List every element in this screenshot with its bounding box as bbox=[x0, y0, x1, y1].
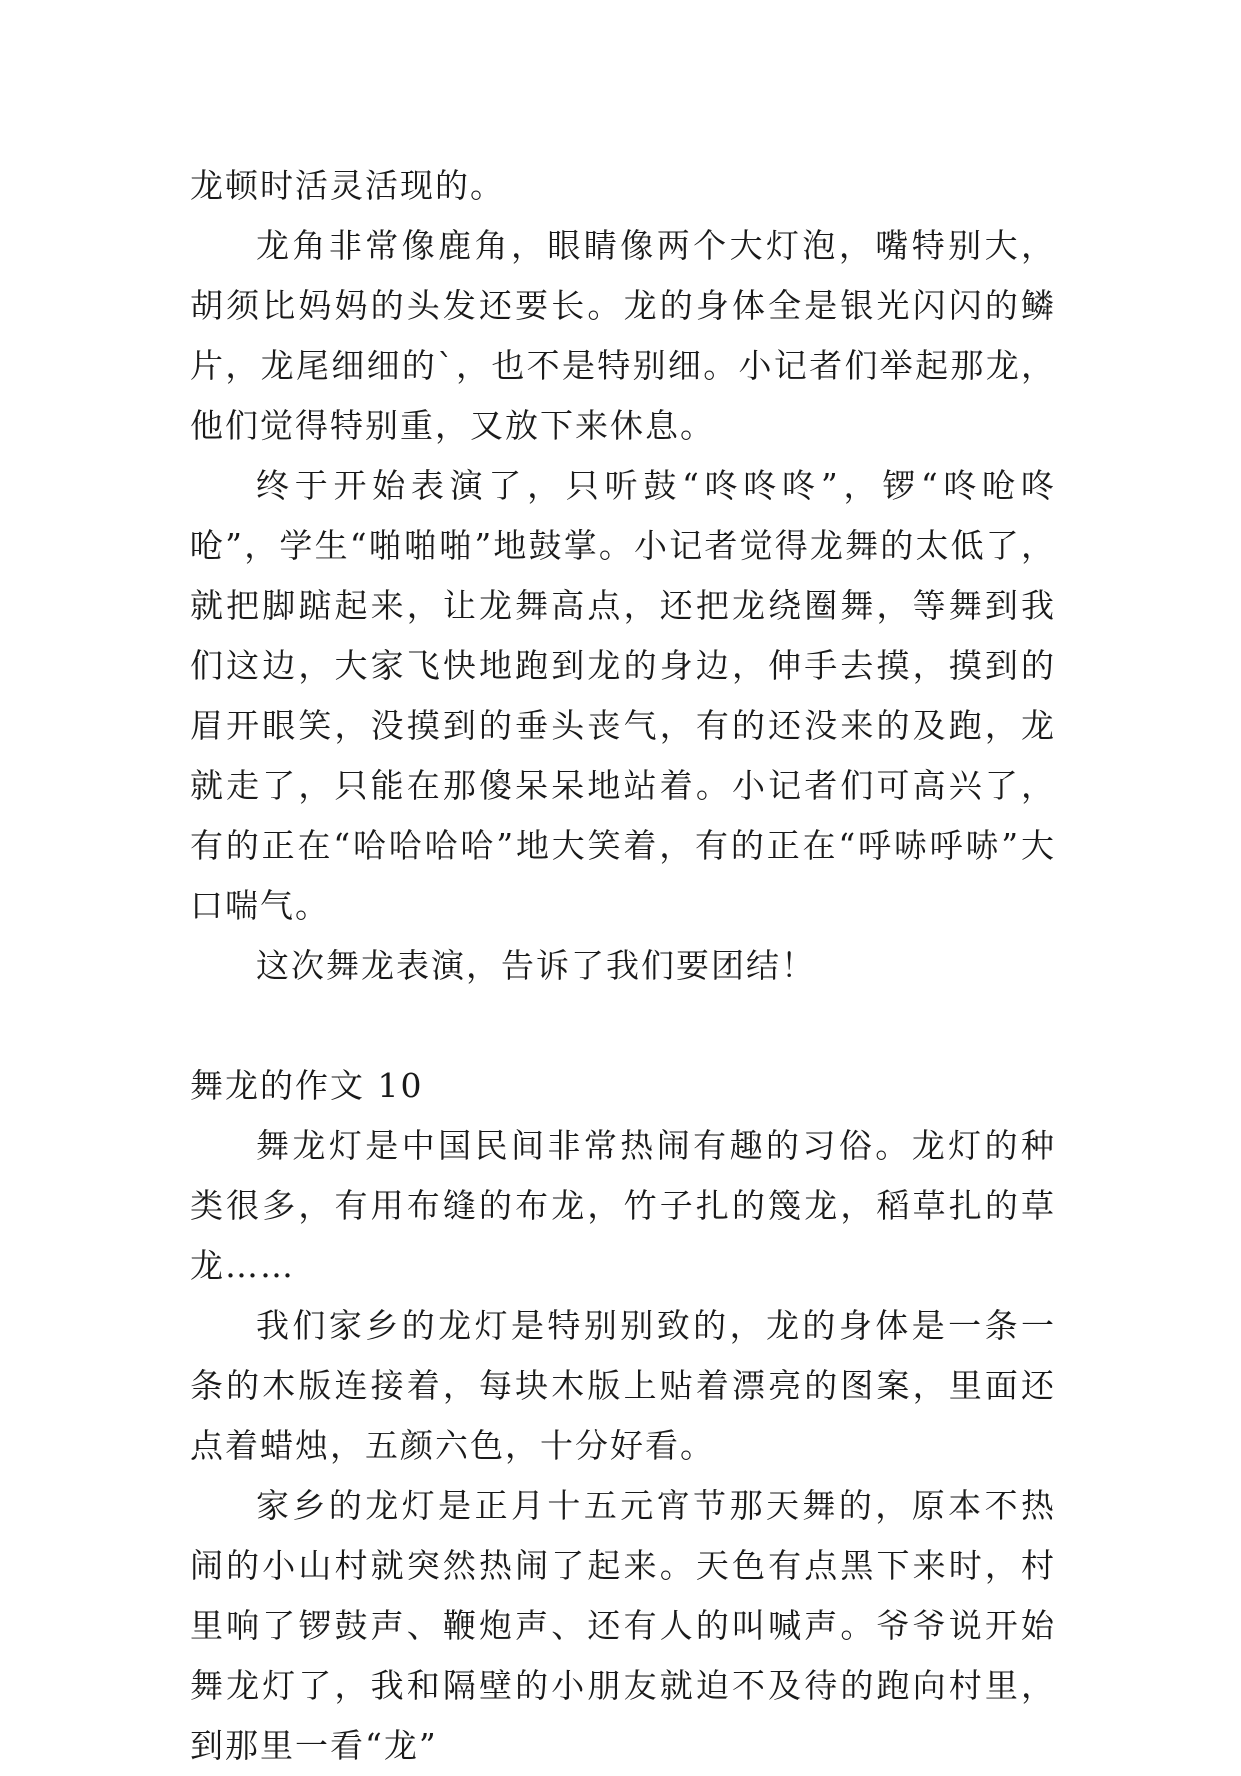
paragraph-dragon-appearance: 龙角非常像鹿角，眼睛像两个大灯泡，嘴特别大，胡须比妈妈的头发还要长。龙的身体全是银光闪闪的鳞片，龙尾细细的`，也不是特别细。小记者们举起那龙，他们觉得特别重，又放下来休息。 bbox=[190, 226, 1056, 445]
paragraph-continuation: 龙顿时活灵活现的。 bbox=[190, 166, 505, 205]
paragraph-hometown-lantern: 我们家乡的龙灯是特别别致的，龙的身体是一条一条的木版连接着，每块木版上贴着漂亮的图案，里面还点着蜡烛，五颜六色，十分好看。 bbox=[190, 1306, 1056, 1465]
text-column bbox=[190, 156, 1056, 1776]
paragraph-lantern-festival: 家乡的龙灯是正月十五元宵节那天舞的，原本不热闹的小山村就突然热闹了起来。天色有点黑下来时，村里响了锣鼓声、鞭炮声、还有人的叫喊声。爷爷说开始舞龙灯了，我和隔壁的小朋友就迫不及待的跑向村里，到那里一看“龙” bbox=[190, 1486, 1056, 1765]
essay-heading: 舞龙的作文 10 bbox=[190, 1066, 424, 1105]
paragraph-dragon-lantern-intro: 舞龙灯是中国民间非常热闹有趣的习俗。龙灯的种类很多，有用布缝的布龙，竹子扎的篾龙，稻草扎的草龙…… bbox=[190, 1126, 1056, 1285]
section-gap bbox=[190, 996, 1056, 1056]
paragraph-conclusion: 这次舞龙表演，告诉了我们要团结！ bbox=[256, 946, 816, 985]
paragraph-performance: 终于开始表演了，只听鼓“咚咚咚”，锣“咚呛咚呛”，学生“啪啪啪”地鼓掌。小记者觉得龙舞的太低了，就把脚踮起来，让龙舞高点，还把龙绕圈舞，等舞到我们这边，大家飞快地跑到龙的身边，伸手去摸，摸到的眉开眼笑，没摸到的垂头丧气，有的还没来的及跑，龙就走了，只能在那傻呆呆地站着。小记者们可高兴了，有的正在“哈哈哈哈”地大笑着，有的正在“呼哧呼哧”大口喘气。 bbox=[190, 466, 1056, 925]
